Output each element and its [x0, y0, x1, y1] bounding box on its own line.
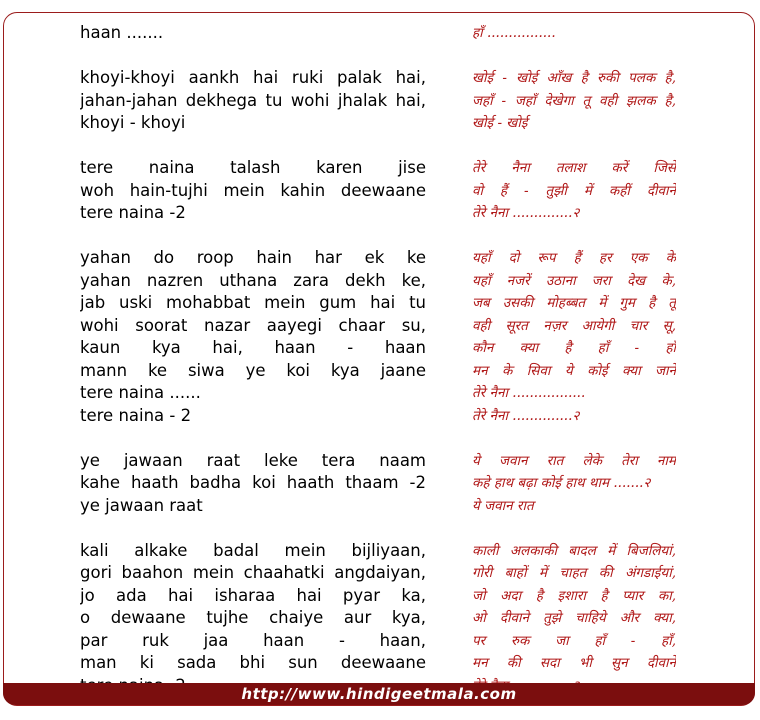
stanza-hi-4 — [472, 247, 676, 427]
english-lyrics — [80, 22, 426, 720]
stanza-hi-5 — [472, 450, 676, 518]
site-url-link[interactable]: http://www.hindigeetmala.com — [241, 685, 517, 703]
lyric-line-hi: ये जवान रात — [472, 497, 534, 514]
hindi-lyrics — [472, 22, 676, 720]
footer-bar — [3, 683, 755, 705]
lyric-line-en: o dewaane tujhe chaiye aur kya, — [80, 608, 426, 627]
stanza-hi-6 — [472, 540, 676, 698]
lyric-line-hi: खोई - खोई — [472, 115, 528, 131]
lyric-line-en: khoyi - khoyi — [80, 113, 186, 132]
stanza-hi-2 — [472, 67, 676, 135]
lyric-line-hi: तेरे नैना तलाश करें जिसे — [472, 160, 676, 176]
lyric-line-hi: ये जवान रात लेके तेरा नाम — [472, 452, 676, 469]
stanza-en-4 — [80, 247, 426, 427]
lyric-line-en: kaun kya hai, haan - haan — [80, 338, 426, 357]
lyric-line-en: tere naina ...... — [80, 383, 201, 402]
stanza-hi-3 — [472, 157, 676, 225]
stanza-en-6 — [80, 540, 426, 698]
lyric-line-hi: ओ दीवाने तुझे चाहिये और क्या, — [472, 610, 676, 626]
lyric-line-en: tere naina - 2 — [80, 405, 192, 425]
lyric-line-hi: यहाँ दो रूप हैं हर एक के — [472, 250, 676, 266]
lyric-line-hi: खोई - खोई आँख है रुकी पलक है, — [472, 70, 676, 86]
lyric-line-hi: वही सूरत नज़र आयेगी चार सू, — [472, 317, 676, 334]
lyric-line-hi: तेरे नैना ..............२ — [472, 205, 580, 221]
lyric-line-hi: पर रुक जा हाँ - हाँ, — [472, 632, 676, 649]
lyric-line-hi: तेरे नैना ................. — [472, 385, 586, 401]
lyric-line-en: kali alkake badal mein bijliyaan, — [80, 540, 426, 560]
lyric-line-hi: काली अलकाकी बादल में बिजलियां, — [472, 542, 676, 559]
lyric-line-en: woh hain-tujhi mein kahin deewaane — [80, 180, 426, 200]
lyric-line-en: ye jawaan raat — [80, 495, 203, 515]
lyric-line-en: khoyi-khoyi aankh hai ruki palak hai, — [80, 68, 426, 87]
stanza-en-3 — [80, 157, 426, 225]
lyric-line-en: jahan-jahan dekhega tu wohi jhalak hai, — [80, 90, 426, 110]
lyric-line-hi: गोरी बाहों में चाहत की अंगडाईयां, — [472, 565, 676, 581]
lyric-line-en: tere naina -2 — [80, 203, 186, 222]
lyric-line-en: man ki sada bhi sun deewaane — [80, 653, 426, 672]
lyric-line-hi: कौन क्या है हाँ - हाँ — [472, 340, 676, 356]
lyric-line-en: par ruk jaa haan - haan, — [80, 630, 426, 650]
lyric-line-hi: मन के सिवा ये कोई क्या जाने — [472, 362, 676, 379]
stanza-en-5 — [80, 450, 426, 518]
lyric-line-en: gori baahon mein chaahatki angdaiyan, — [80, 563, 426, 582]
lyric-line-en: yahan do roop hain har ek ke — [80, 248, 426, 267]
lyric-line-hi: वो हैं - तुझी में कहीं दीवाने — [472, 182, 676, 199]
lyric-line-en: yahan nazren uthana zara dekh ke, — [80, 270, 426, 290]
lyric-line-hi: तेरे नैना ..............२ — [472, 407, 580, 424]
lyric-line-hi: मन की सदा भी सुन दीवाने — [472, 655, 676, 671]
stanza-hi-1 — [472, 22, 676, 45]
lyric-line-hi: हाँ ................ — [472, 25, 556, 41]
lyric-line-en: kahe haath badha koi haath thaam -2 — [80, 473, 426, 492]
lyric-line-en: ye jawaan raat leke tera naam — [80, 450, 426, 470]
lyric-line-en: mann ke siwa ye koi kya jaane — [80, 360, 426, 380]
lyric-line-hi: जो अदा है इशारा है प्यार का, — [472, 587, 676, 604]
lyric-line-en: tere naina talash karen jise — [80, 158, 426, 177]
lyric-line-en: jab uski mohabbat mein gum hai tu — [80, 293, 426, 312]
lyric-line-hi: जहाँ - जहाँ देखेगा तू वही झलक है, — [472, 92, 676, 109]
lyric-line-en: wohi soorat nazar aayegi chaar su, — [80, 315, 426, 335]
lyric-line-en: haan ....... — [80, 23, 164, 42]
lyric-line-hi: कहे हाथ बढ़ा कोई हाथ थाम .......२ — [472, 475, 651, 491]
lyric-line-hi: यहाँ नजरें उठाना जरा देख के, — [472, 272, 676, 289]
stanza-en-2 — [80, 67, 426, 135]
lyric-line-en: jo ada hai isharaa hai pyar ka, — [80, 585, 426, 605]
lyric-line-hi: जब उसकी मोहब्बत में गुम है तू — [472, 295, 676, 311]
stanza-en-1 — [80, 22, 426, 45]
